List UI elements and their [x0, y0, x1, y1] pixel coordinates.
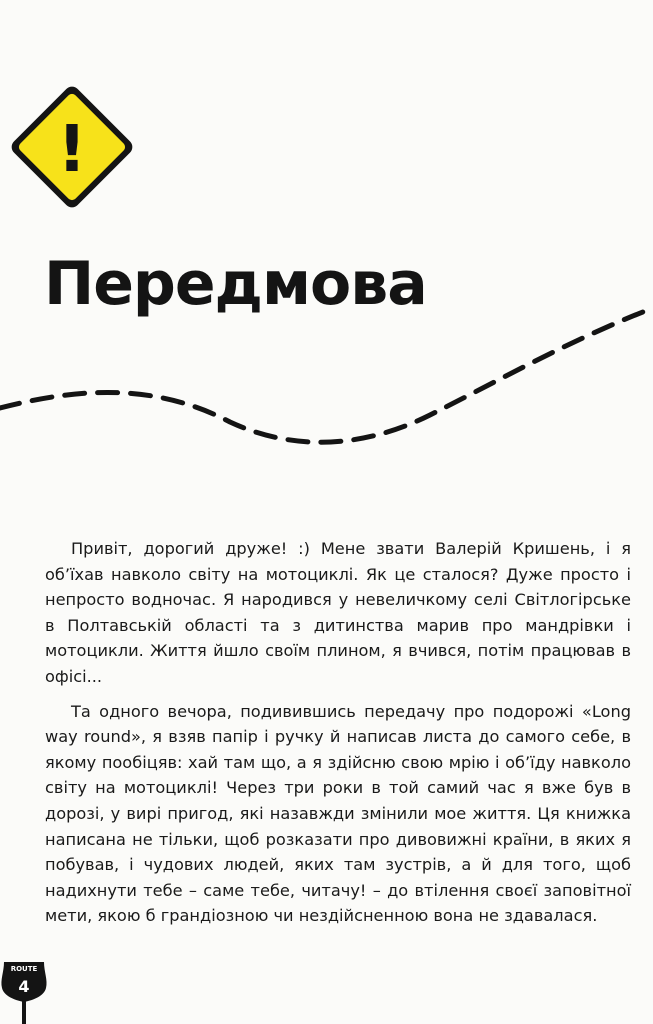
warning-sign-icon [0, 75, 145, 220]
paragraph: Привіт, дорогий друже! :) Мене звати Валерій Кришень, і я об’їхав навколо світу на мотоциклі. Як це сталося? Дуже просто і непросто водночас. Я народився у невеличкому селі Світлогірське в Полтавській області та з дитинства марив про мандрівки і мотоцикли. Життя йшло своїм плином, я вчився, потім працював в офісі... [45, 539, 631, 686]
page-number: 4 [18, 977, 30, 996]
bleed-through-decoration [386, 128, 408, 203]
warning-exclamation: ! [57, 113, 87, 187]
route-label: ROUTE [10, 965, 38, 973]
page-title: Передмова [44, 249, 427, 319]
intro-text [45, 536, 631, 938]
route-badge-icon [0, 958, 50, 1024]
dashed-road-line [0, 300, 653, 460]
paragraph: Та одного вечора, подивившись передачу про подорожі «Long way round», я взяв папір і ручку й написав листа до самого себе, в якому пообіцяв: хай там що, а я здійсню свою мрію і об’їду навколо світу на мотоциклі! Через три роки в той самий час я вже був в дорозі, у вирі пригод, які назавжди змінили мое життя. Ця книжка написана не тільки, щоб розказати про дивовижні країни, в яких я побував, і чудових людей, яких там зустрів, а й для того, щоб надихнути тебе – саме тебе, читачу! – до втілення своєї заповітної мети, якою б грандіозною чи нездійсненною вона не здавалася. [45, 701, 631, 926]
